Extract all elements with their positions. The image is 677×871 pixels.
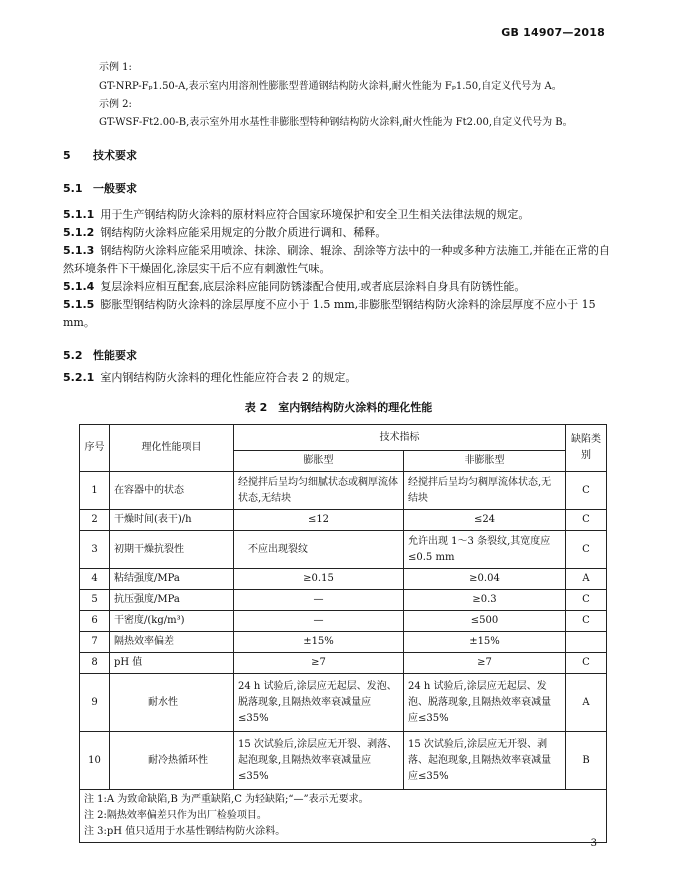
- section-title: 性能要求: [93, 349, 137, 362]
- row-nonswell: ±15%: [404, 632, 566, 653]
- header-tech: 技术指标: [234, 425, 566, 451]
- table-title: 表 2 室内钢结构防火涂料的理化性能: [244, 401, 433, 414]
- table-row: [80, 611, 607, 632]
- note-2: 注 2:隔热效率偏差只作为出厂检验项目。: [84, 810, 267, 821]
- row-item: pH 值: [110, 653, 234, 674]
- row-swell: —: [234, 611, 404, 632]
- section-number: 5.1: [63, 182, 83, 195]
- row-defect: A: [566, 569, 607, 590]
- row-nonswell: 允许出现 1～3 条裂纹,其宽度应≤0.5 mm: [404, 531, 566, 569]
- clause-number: 5.1.5: [63, 298, 95, 311]
- row-item: 在容器中的状态: [110, 472, 234, 510]
- table-row: [80, 472, 607, 510]
- clause-number: 5.1.1: [63, 208, 95, 221]
- header-no: 序号: [80, 425, 110, 472]
- row-swell: —: [234, 590, 404, 611]
- clause-text: 膨胀型钢结构防火涂料的涂层厚度不应小于 1.5 mm,非膨胀型钢结构防火涂料的涂层厚度不应小于 15 mm。: [63, 298, 596, 329]
- header-item: 理化性能项目: [110, 425, 234, 472]
- row-defect: B: [566, 732, 607, 790]
- example-1-label: 示例 1:: [99, 62, 132, 73]
- example-2-text: GT-WSF-Ft2.00-B,表示室外用水基性非膨胀型特种钢结构防火涂料,耐火性能为 Ft2.00,自定义代号为 B。: [99, 117, 573, 128]
- row-swell: ≥0.15: [234, 569, 404, 590]
- row-swell: 不应出现裂纹: [234, 531, 404, 569]
- row-defect: C: [566, 653, 607, 674]
- row-swell: ±15%: [234, 632, 404, 653]
- clause-text: 钢结构防火涂料应能采用规定的分散介质进行调和、稀释。: [100, 226, 387, 239]
- row-defect: C: [566, 531, 607, 569]
- table-notes-row: [80, 790, 607, 843]
- row-item: 干密度/(kg/m³): [110, 611, 234, 632]
- row-item: 隔热效率偏差: [110, 632, 234, 653]
- section-number: 5.2: [63, 349, 83, 362]
- row-nonswell: ≥0.04: [404, 569, 566, 590]
- row-defect: C: [566, 472, 607, 510]
- row-swell: 经搅拌后呈均匀细腻状态或稠厚流体状态,无结块: [234, 472, 404, 510]
- header-defect: 缺陷类别: [566, 425, 607, 472]
- clause-number: 5.2.1: [63, 371, 95, 384]
- table-row: [80, 732, 607, 790]
- row-defect: C: [566, 590, 607, 611]
- row-item: 耐水性: [110, 674, 234, 732]
- section-5-1-heading: [63, 180, 137, 196]
- row-item: 粘结强度/MPa: [110, 569, 234, 590]
- clause-number: 5.1.2: [63, 226, 95, 239]
- row-item: 干燥时间(表干)/h: [110, 510, 234, 531]
- clause-5-1-2: [63, 224, 611, 242]
- row-nonswell: 经搅拌后呈均匀稠厚流体状态,无结块: [404, 472, 566, 510]
- page-number: 3: [590, 838, 597, 849]
- row-item: 初期干燥抗裂性: [110, 531, 234, 569]
- row-defect: C: [566, 510, 607, 531]
- table-row: [80, 674, 607, 732]
- note-1: 注 1:A 为致命缺陷,B 为严重缺陷,C 为轻缺陷;“—”表示无要求。: [84, 794, 369, 805]
- row-swell: 15 次试验后,涂层应无开裂、剥落、起泡现象,且隔热效率衰减量应≤35%: [234, 732, 404, 790]
- row-item: 耐冷热循环性: [110, 732, 234, 790]
- properties-table: [79, 424, 607, 843]
- clause-text: 复层涂料应相互配套,底层涂料应能同防锈漆配合使用,或者底层涂料自身具有防锈性能。: [100, 280, 526, 293]
- clause-5-2-1: [63, 369, 611, 387]
- row-nonswell: ≤500: [404, 611, 566, 632]
- table-row: [80, 653, 607, 674]
- row-no: 3: [80, 531, 110, 569]
- section-title: 一般要求: [93, 182, 137, 195]
- table-row: [80, 632, 607, 653]
- row-nonswell: ≤24: [404, 510, 566, 531]
- row-nonswell: 24 h 试验后,涂层应无起层、发泡、脱落现象,且隔热效率衰减量应≤35%: [404, 674, 566, 732]
- clause-text: 室内钢结构防火涂料的理化性能应符合表 2 的规定。: [100, 371, 357, 384]
- row-nonswell: ≥0.3: [404, 590, 566, 611]
- clause-5-1-3: [63, 242, 611, 278]
- clause-5-1-4: [63, 278, 611, 296]
- table-row: [80, 510, 607, 531]
- section-number: 5: [63, 149, 71, 162]
- standard-number: GB 14907—2018: [501, 26, 605, 39]
- row-no: 1: [80, 472, 110, 510]
- row-swell: ≤12: [234, 510, 404, 531]
- section-title: 技术要求: [93, 149, 137, 162]
- row-no: 4: [80, 569, 110, 590]
- example-2-label: 示例 2:: [99, 99, 132, 110]
- clause-text: 用于生产钢结构防火涂料的原材料应符合国家环境保护和安全卫生相关法律法规的规定。: [100, 208, 530, 221]
- row-defect: [566, 632, 607, 653]
- clause-text: 钢结构防火涂料应能采用喷涂、抹涂、刷涂、辊涂、刮涂等方法中的一种或多种方法施工,并能在正常的自然环境条件下干燥固化,涂层实干后不应有刺激性气味。: [63, 244, 610, 275]
- row-swell: 24 h 试验后,涂层应无起层、发泡、脱落现象,且隔热效率衰减量应≤35%: [234, 674, 404, 732]
- example-1-text: GT-NRP-Fₚ1.50-A,表示室内用溶剂性膨胀型普通钢结构防火涂料,耐火性能为 Fₚ1.50,自定义代号为 A。: [99, 81, 562, 92]
- table-notes: [80, 790, 607, 843]
- row-nonswell: 15 次试验后,涂层应无开裂、剥落、起泡现象,且隔热效率衰减量应≤35%: [404, 732, 566, 790]
- row-no: 5: [80, 590, 110, 611]
- row-swell: ≥7: [234, 653, 404, 674]
- row-item: 抗压强度/MPa: [110, 590, 234, 611]
- clause-5-1-5: [63, 296, 611, 332]
- row-defect: C: [566, 611, 607, 632]
- table-row: [80, 531, 607, 569]
- table-row: [80, 569, 607, 590]
- table-row: [80, 590, 607, 611]
- header-swell: 膨胀型: [234, 451, 404, 472]
- row-defect: A: [566, 674, 607, 732]
- note-3: 注 3:pH 值只适用于水基性钢结构防火涂料。: [84, 826, 286, 837]
- section-5-heading: [63, 147, 137, 163]
- row-no: 2: [80, 510, 110, 531]
- table-header-row: [80, 425, 607, 451]
- row-no: 9: [80, 674, 110, 732]
- row-no: 7: [80, 632, 110, 653]
- row-no: 10: [80, 732, 110, 790]
- row-no: 6: [80, 611, 110, 632]
- section-5-2-heading: [63, 347, 137, 363]
- clause-5-1-1: [63, 206, 611, 224]
- clause-number: 5.1.3: [63, 244, 95, 257]
- row-nonswell: ≥7: [404, 653, 566, 674]
- clause-number: 5.1.4: [63, 280, 95, 293]
- header-nonswell: 非膨胀型: [404, 451, 566, 472]
- row-no: 8: [80, 653, 110, 674]
